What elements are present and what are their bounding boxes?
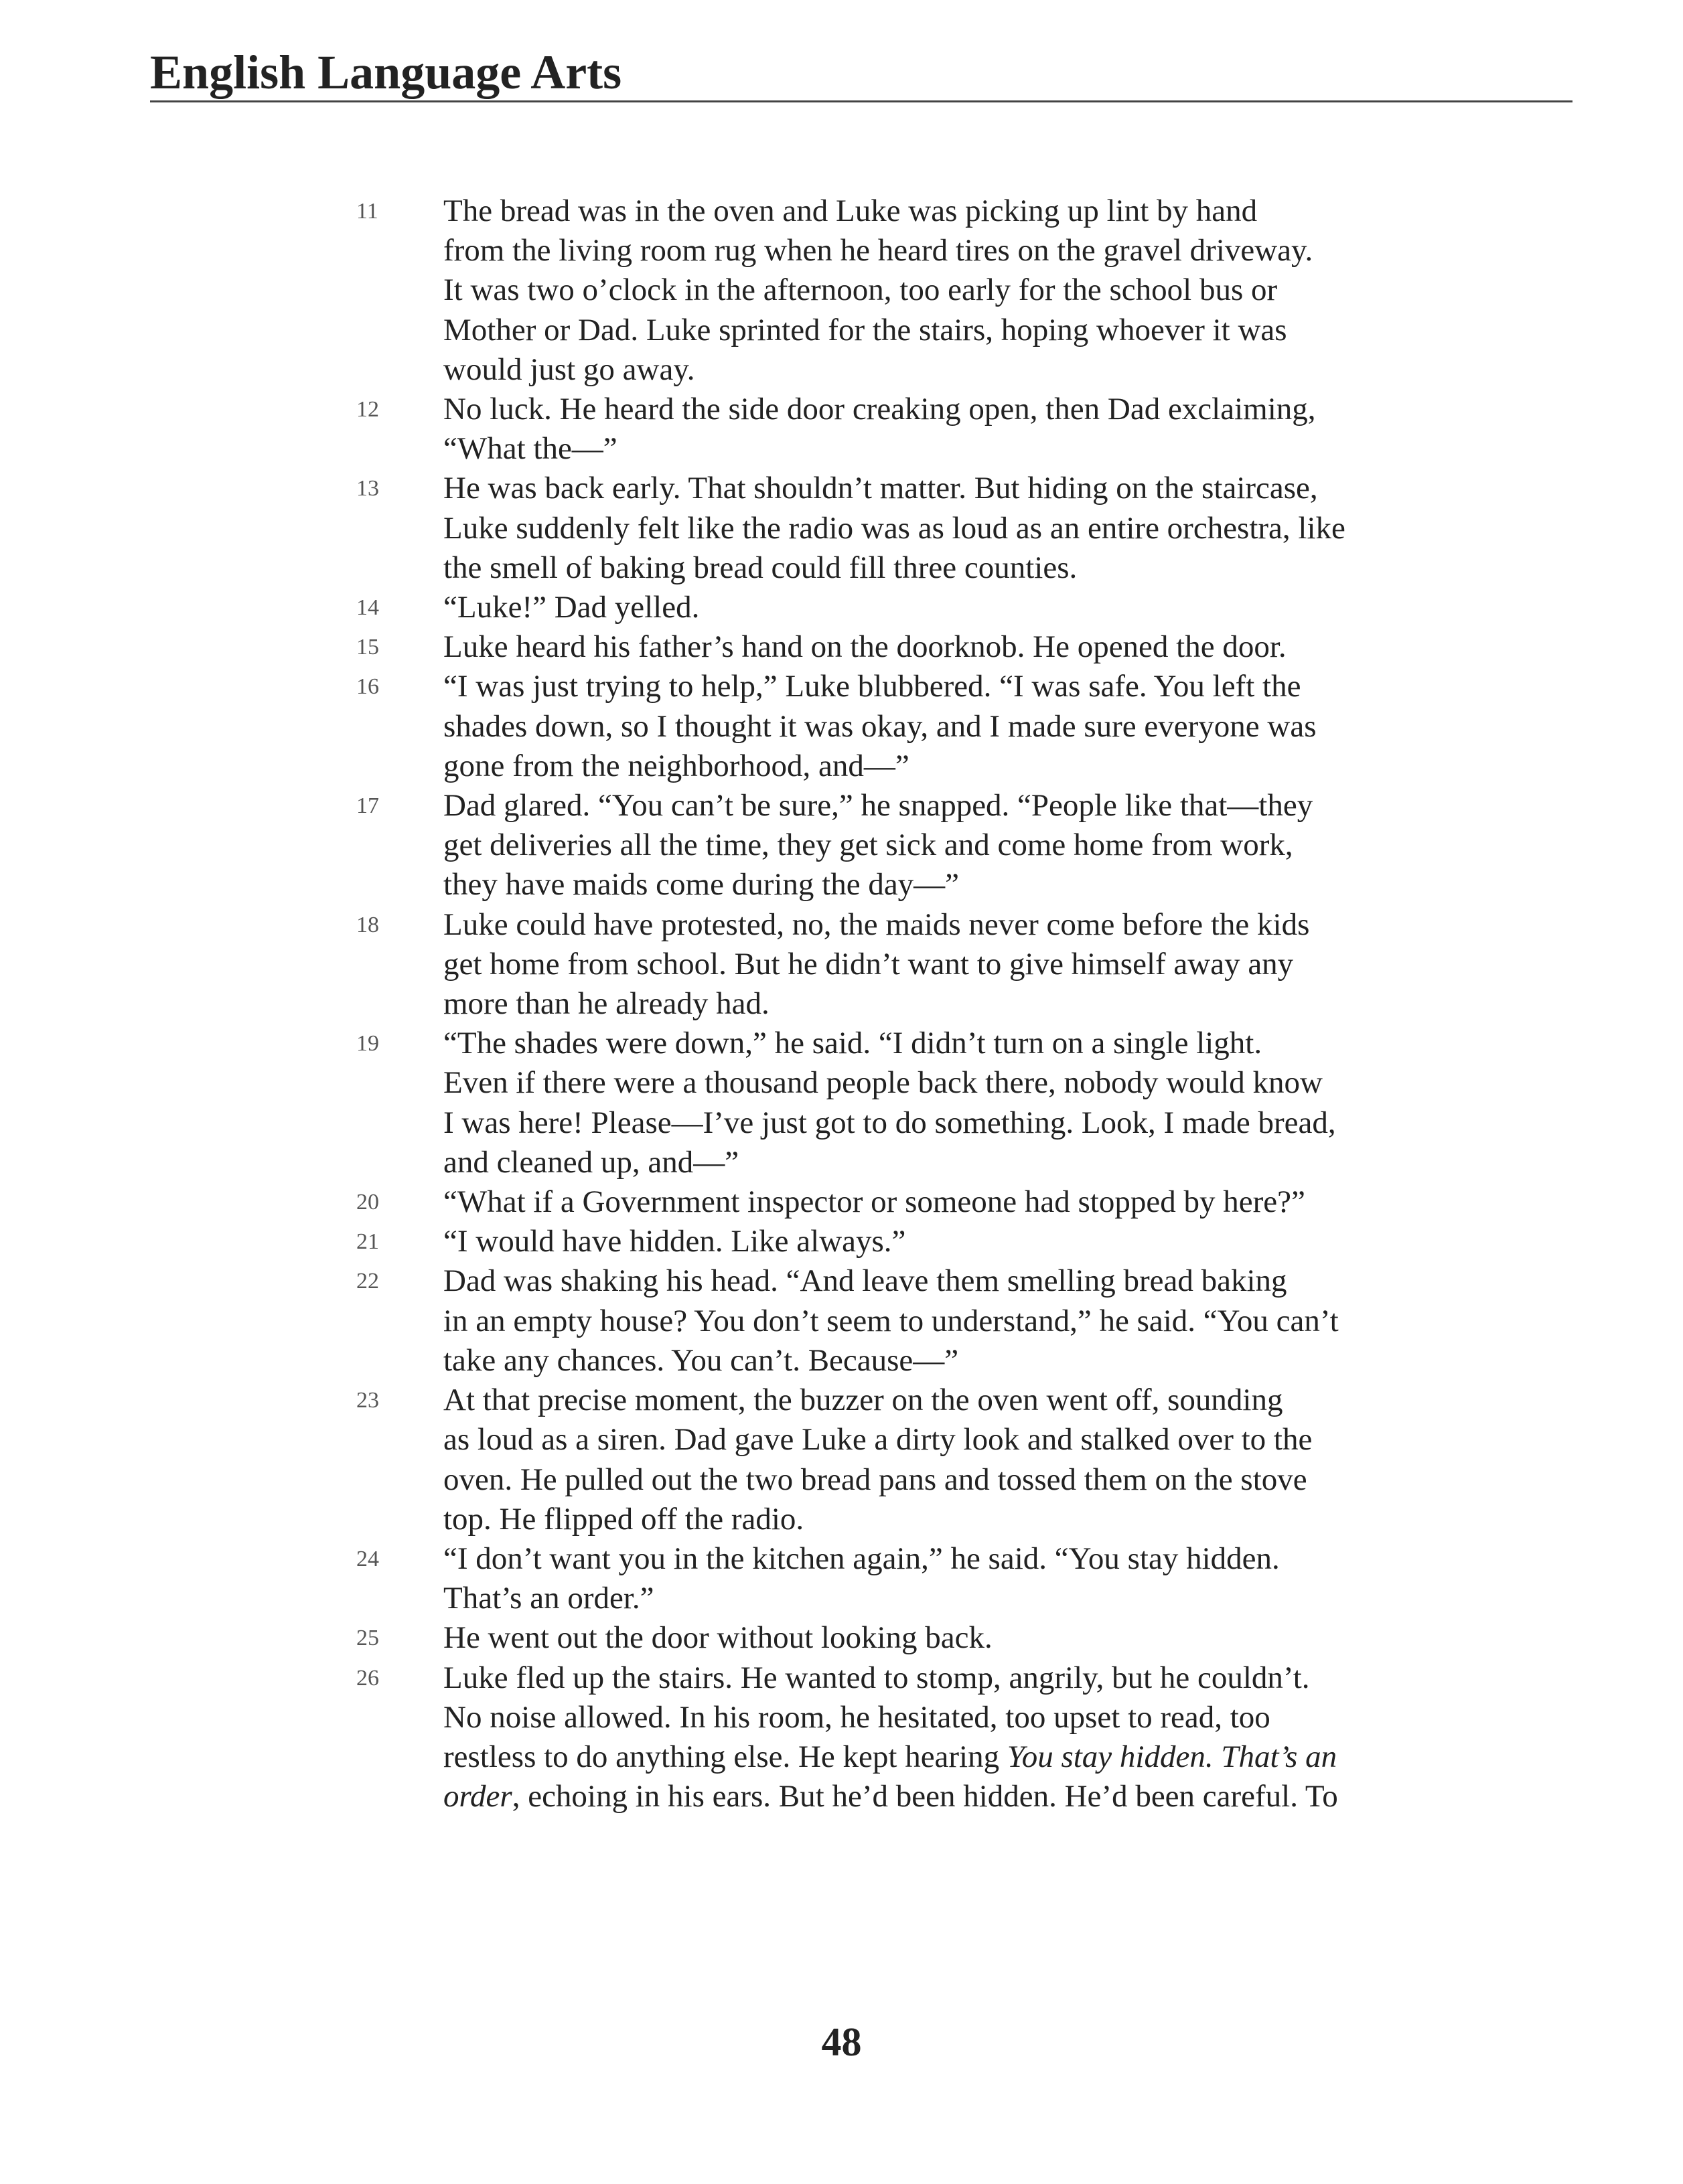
paragraph-23 xyxy=(356,1381,1428,1539)
paragraph-text xyxy=(406,1222,1424,1261)
text-line: No luck. He heard the side door creaking open, then Dad exclaiming, xyxy=(443,392,1316,427)
paragraph-number: 21 xyxy=(356,1229,379,1255)
text-line: Dad was shaking his head. “And leave them smelling bread baking xyxy=(443,1263,1287,1299)
paragraph-text xyxy=(406,1381,1424,1539)
text-line: Luke could have protested, no, the maids never come before the kids xyxy=(443,907,1310,942)
text-line xyxy=(406,1737,1424,1777)
paragraph-14 xyxy=(356,588,1428,627)
text-line xyxy=(406,1777,1424,1816)
text-line: He was back early. That shouldn’t matter. But hiding on the staircase, xyxy=(443,471,1318,506)
text-line: shades down, so I thought it was okay, and I made sure everyone was xyxy=(443,708,1317,744)
paragraph-25 xyxy=(356,1618,1428,1658)
text-line: The bread was in the oven and Luke was picking up lint by hand xyxy=(443,193,1258,228)
text-line: Luke fled up the stairs. He wanted to stomp, angrily, but he couldn’t. xyxy=(443,1660,1310,1695)
paragraph-number: 25 xyxy=(356,1626,379,1651)
text-line: That’s an order.” xyxy=(443,1581,654,1616)
text-line: they have maids come during the day—” xyxy=(443,867,960,903)
paragraph-text xyxy=(406,588,1424,627)
page-header xyxy=(150,40,1572,102)
paragraph-22 xyxy=(356,1261,1428,1381)
paragraph-19 xyxy=(356,1024,1428,1182)
text-line: “I was just trying to help,” Luke blubbered. “I was safe. You left the xyxy=(443,669,1301,704)
text-line: No noise allowed. In his room, he hesitated, too upset to read, too xyxy=(443,1699,1270,1735)
paragraph-text xyxy=(406,1539,1424,1618)
paragraph-15 xyxy=(356,627,1428,667)
text-line: from the living room rug when he heard tires on the gravel driveway. xyxy=(443,233,1313,268)
text-line: Luke suddenly felt like the radio was as loud as an entire orchestra, like xyxy=(443,510,1345,546)
page-number: 48 xyxy=(821,2020,862,2064)
paragraph-21 xyxy=(356,1222,1428,1261)
text-line: take any chances. You can’t. Because—” xyxy=(443,1342,959,1378)
text-line: At that precise moment, the buzzer on the oven went off, sounding xyxy=(443,1383,1283,1418)
paragraph-number: 13 xyxy=(356,476,379,501)
paragraph-13 xyxy=(356,469,1428,588)
text-line: would just go away. xyxy=(443,352,695,387)
paragraph-18 xyxy=(356,905,1428,1024)
paragraph-text xyxy=(406,905,1424,1024)
text-line: in an empty house? You don’t seem to understand,” he said. “You can’t xyxy=(443,1303,1339,1338)
text-line: “I would have hidden. Like always.” xyxy=(443,1224,906,1259)
text-line: He went out the door without looking back. xyxy=(443,1620,993,1656)
paragraph-number: 18 xyxy=(356,912,379,937)
paragraph-text xyxy=(406,191,1424,390)
paragraph-text xyxy=(406,1618,1424,1658)
italic-quote: You stay hidden. That’s an xyxy=(1007,1739,1337,1774)
text-line: Dad glared. “You can’t be sure,” he snapped. “People like that—they xyxy=(443,788,1313,824)
paragraph-number: 26 xyxy=(356,1665,379,1691)
paragraph-text xyxy=(406,667,1424,786)
text-line: “What if a Government inspector or someone had stopped by here?” xyxy=(443,1184,1305,1220)
paragraph-17 xyxy=(356,786,1428,905)
text-line: “What the—” xyxy=(443,431,617,467)
text-line: the smell of baking bread could fill three counties. xyxy=(443,550,1078,585)
paragraph-number: 23 xyxy=(356,1388,379,1413)
paragraph-text xyxy=(406,469,1424,588)
paragraph-16 xyxy=(356,667,1428,786)
text-line: as loud as a siren. Dad gave Luke a dirty look and stalked over to the xyxy=(443,1422,1313,1458)
paragraph-number: 15 xyxy=(356,635,379,660)
paragraph-text xyxy=(406,1261,1424,1381)
paragraph-12 xyxy=(356,390,1428,469)
paragraph-number: 12 xyxy=(356,397,379,422)
story-passage xyxy=(356,191,1428,1816)
paragraph-text xyxy=(406,786,1424,905)
text-line: more than he already had. xyxy=(443,986,770,1022)
paragraph-number: 20 xyxy=(356,1190,379,1215)
text-line: Mother or Dad. Luke sprinted for the stairs, hoping whoever it was xyxy=(443,312,1287,347)
italic-quote: order xyxy=(443,1779,512,1814)
paragraph-26 xyxy=(356,1658,1428,1817)
paragraph-20 xyxy=(356,1182,1428,1222)
paragraph-text xyxy=(406,1658,1424,1817)
text-line: Luke heard his father’s hand on the doorknob. He opened the door. xyxy=(443,629,1287,665)
paragraph-text xyxy=(406,1024,1424,1182)
text-line: It was two o’clock in the afternoon, too early for the school bus or xyxy=(443,272,1278,308)
text-line: get home from school. But he didn’t want to give himself away any xyxy=(443,946,1294,982)
paragraph-number: 16 xyxy=(356,674,379,700)
paragraph-number: 14 xyxy=(356,595,379,621)
paragraph-text xyxy=(406,390,1424,469)
paragraph-number: 19 xyxy=(356,1031,379,1057)
paragraph-24 xyxy=(356,1539,1428,1618)
text-line: oven. He pulled out the two bread pans and tossed them on the stove xyxy=(443,1462,1307,1497)
paragraph-text xyxy=(406,627,1424,667)
text-line: get deliveries all the time, they get sick and come home from work, xyxy=(443,828,1293,863)
paragraph-number: 11 xyxy=(356,199,378,224)
text-line: and cleaned up, and—” xyxy=(443,1144,739,1180)
paragraph-text xyxy=(406,1182,1424,1222)
paragraph-11 xyxy=(356,191,1428,390)
text-line: “Luke!” Dad yelled. xyxy=(443,590,700,625)
text-line-rest: , echoing in his ears. But he’d been hidden. He’d been careful. To xyxy=(512,1779,1338,1814)
text-line: “I don’t want you in the kitchen again,” he said. “You stay hidden. xyxy=(443,1541,1280,1576)
text-line: gone from the neighborhood, and—” xyxy=(443,748,909,783)
text-line: “The shades were down,” he said. “I didn’t turn on a single light. xyxy=(443,1026,1262,1061)
paragraph-number: 17 xyxy=(356,793,379,819)
text-line: I was here! Please—I’ve just got to do something. Look, I made bread, xyxy=(443,1105,1336,1140)
paragraph-number: 22 xyxy=(356,1269,379,1294)
text-line: top. He flipped off the radio. xyxy=(443,1501,804,1537)
text-line: Even if there were a thousand people back there, nobody would know xyxy=(443,1065,1323,1101)
text-line-prefix: restless to do anything else. He kept hearing xyxy=(443,1739,1007,1774)
paragraph-number: 24 xyxy=(356,1546,379,1571)
header-title: English Language Arts xyxy=(150,46,622,99)
